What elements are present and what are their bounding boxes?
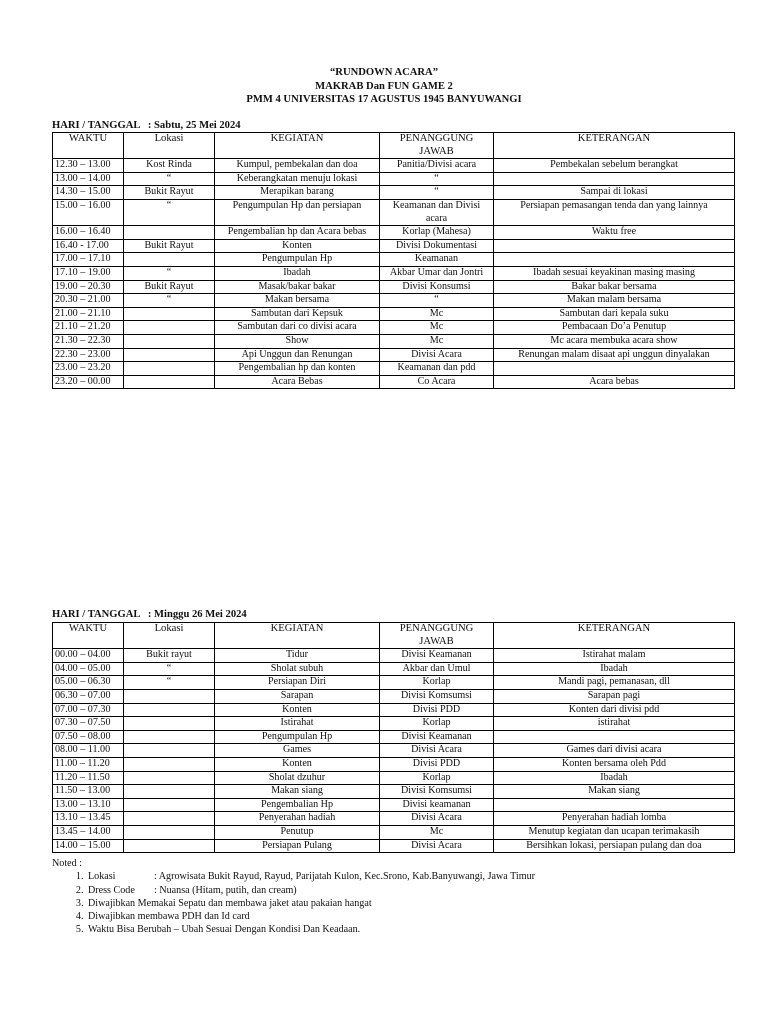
cell-waktu: 06.30 – 07.00	[53, 689, 124, 703]
cell-kegiatan: Konten	[215, 239, 380, 253]
table-row	[53, 186, 735, 200]
table-row	[53, 334, 735, 348]
table-row	[53, 798, 735, 812]
table-row	[53, 757, 735, 771]
cell-kegiatan: Pengumpulan Hp	[215, 730, 380, 744]
cell-keterangan: Mandi pagi, pemanasan, dll	[494, 676, 735, 690]
cell-penanggung-jawab: Divisi Konsumsi	[380, 280, 494, 294]
note-item	[86, 884, 752, 897]
notes-section	[52, 857, 752, 937]
cell-lokasi	[124, 730, 215, 744]
cell-waktu: 11.20 – 11.50	[53, 771, 124, 785]
cell-kegiatan: Pengumpulan Hp	[215, 253, 380, 267]
note-value: Waktu Bisa Berubah – Ubah Sesuai Dengan Kondisi Dan Keadaan.	[88, 924, 361, 936]
cell-keterangan: Bersihkan lokasi, persiapan pulang dan doa	[494, 839, 735, 853]
cell-penanggung-jawab: Keamanan	[380, 253, 494, 267]
cell-keterangan: Ibadah sesuai keyakinan masing masing	[494, 266, 735, 280]
cell-keterangan: Pembacaan Do’a Penutup	[494, 321, 735, 335]
cell-penanggung-jawab: Divisi Keamanan	[380, 730, 494, 744]
cell-keterangan: Sampai di lokasi	[494, 186, 735, 200]
cell-keterangan	[494, 798, 735, 812]
cell-waktu: 20.30 – 21.00	[53, 294, 124, 308]
cell-kegiatan: Pengembalian hp dan Acara bebas	[215, 226, 380, 240]
cell-lokasi	[124, 812, 215, 826]
col-header-waktu: WAKTU	[53, 133, 124, 159]
cell-keterangan: Makan siang	[494, 785, 735, 799]
cell-penanggung-jawab: Panitia/Divisi acara	[380, 159, 494, 173]
note-value: Diwajibkan Memakai Sepatu dan membawa jaket atau pakaian hangat	[88, 897, 372, 909]
cell-waktu: 17.10 – 19.00	[53, 266, 124, 280]
cell-kegiatan: Games	[215, 744, 380, 758]
day1-rows	[53, 159, 735, 389]
cell-lokasi: Bukit Rayut	[124, 239, 215, 253]
table-row	[53, 226, 735, 240]
cell-kegiatan: Ibadah	[215, 266, 380, 280]
cell-waktu: 14.30 – 15.00	[53, 186, 124, 200]
table-row	[53, 689, 735, 703]
cell-lokasi: “	[124, 294, 215, 308]
cell-lokasi	[124, 226, 215, 240]
cell-lokasi	[124, 307, 215, 321]
note-item	[86, 923, 752, 936]
table-row	[53, 266, 735, 280]
day2-label: HARI / TANGGAL : Minggu 26 Mei 2024	[52, 609, 247, 620]
cell-keterangan: Waktu free	[494, 226, 735, 240]
cell-lokasi	[124, 771, 215, 785]
note-value: : Agrowisata Bukit Rayud, Rayud, Parijatah Kulon, Kec.Srono, Kab.Banyuwangi, Jawa Timur	[154, 871, 535, 883]
cell-penanggung-jawab: Divisi Acara	[380, 348, 494, 362]
cell-penanggung-jawab: “	[380, 172, 494, 186]
cell-lokasi	[124, 703, 215, 717]
table-row	[53, 172, 735, 186]
cell-keterangan: Renungan malam disaat api unggun dinyalakan	[494, 348, 735, 362]
col-header-lokasi: Lokasi	[124, 133, 215, 159]
cell-kegiatan: Masak/bakar bakar	[215, 280, 380, 294]
col-header-kegiatan: KEGIATAN	[215, 133, 380, 159]
cell-lokasi: “	[124, 676, 215, 690]
cell-waktu: 11.00 – 11.20	[53, 757, 124, 771]
cell-keterangan: istirahat	[494, 717, 735, 731]
cell-kegiatan: Kumpul, pembekalan dan doa	[215, 159, 380, 173]
cell-kegiatan: Makan siang	[215, 785, 380, 799]
cell-keterangan: Makan malam bersama	[494, 294, 735, 308]
cell-waktu: 22.30 – 23.00	[53, 348, 124, 362]
table-row	[53, 362, 735, 376]
table-row	[53, 253, 735, 267]
cell-lokasi: “	[124, 662, 215, 676]
table-row	[53, 375, 735, 389]
table-row	[53, 280, 735, 294]
doc-organization: PMM 4 UNIVERSITAS 17 AGUSTUS 1945 BANYUWANGI	[246, 94, 522, 105]
cell-penanggung-jawab: Korlap	[380, 771, 494, 785]
day1-schedule-table	[52, 132, 735, 389]
cell-penanggung-jawab: “	[380, 186, 494, 200]
cell-penanggung-jawab: Divisi Komsumsi	[380, 689, 494, 703]
cell-waktu: 00.00 – 04.00	[53, 649, 124, 663]
cell-kegiatan: Penyerahan hadiah	[215, 812, 380, 826]
cell-lokasi	[124, 825, 215, 839]
cell-waktu: 16.40 - 17.00	[53, 239, 124, 253]
cell-penanggung-jawab: Mc	[380, 321, 494, 335]
cell-penanggung-jawab: Divisi PDD	[380, 703, 494, 717]
table-row	[53, 348, 735, 362]
table-header-row	[53, 623, 735, 649]
cell-kegiatan: Keberangkatan menuju lokasi	[215, 172, 380, 186]
cell-kegiatan: Makan bersama	[215, 294, 380, 308]
col-header-lokasi: Lokasi	[124, 623, 215, 649]
cell-lokasi	[124, 744, 215, 758]
cell-penanggung-jawab: Divisi Keamanan	[380, 649, 494, 663]
cell-lokasi: “	[124, 266, 215, 280]
doc-title: “RUNDOWN ACARA”	[330, 67, 438, 78]
table-row	[53, 812, 735, 826]
cell-keterangan: Sarapan pagi	[494, 689, 735, 703]
table-row	[53, 825, 735, 839]
cell-keterangan: Istirahat malam	[494, 649, 735, 663]
cell-waktu: 15.00 – 16.00	[53, 199, 124, 225]
table-row	[53, 771, 735, 785]
cell-lokasi: Bukit Rayut	[124, 280, 215, 294]
cell-penanggung-jawab: Keamanan dan Divisi acara	[380, 199, 494, 225]
cell-keterangan: Bakar bakar bersama	[494, 280, 735, 294]
cell-waktu: 08.00 – 11.00	[53, 744, 124, 758]
cell-kegiatan: Tidur	[215, 649, 380, 663]
cell-kegiatan: Api Unggun dan Renungan	[215, 348, 380, 362]
cell-penanggung-jawab: Akbar dan Umul	[380, 662, 494, 676]
cell-penanggung-jawab: Keamanan dan pdd	[380, 362, 494, 376]
cell-lokasi	[124, 717, 215, 731]
col-header-penanggung-jawab: PENANGGUNG JAWAB	[380, 623, 494, 649]
cell-kegiatan: Pengembalian hp dan konten	[215, 362, 380, 376]
col-header-penanggung-jawab: PENANGGUNG JAWAB	[380, 133, 494, 159]
doc-subtitle: MAKRAB Dan FUN GAME 2	[315, 80, 453, 92]
cell-lokasi: Bukit rayut	[124, 649, 215, 663]
cell-kegiatan: Istirahat	[215, 717, 380, 731]
cell-waktu: 07.00 – 07.30	[53, 703, 124, 717]
cell-penanggung-jawab: Divisi Komsumsi	[380, 785, 494, 799]
col-header-kegiatan: KEGIATAN	[215, 623, 380, 649]
table-row	[53, 199, 735, 225]
cell-kegiatan: Sholat dzuhur	[215, 771, 380, 785]
cell-kegiatan: Sambutan dari Kepsuk	[215, 307, 380, 321]
cell-penanggung-jawab: Akbar Umar dan Jontri	[380, 266, 494, 280]
cell-penanggung-jawab: Divisi Acara	[380, 812, 494, 826]
cell-penanggung-jawab: Mc	[380, 825, 494, 839]
table-row	[53, 239, 735, 253]
cell-keterangan	[494, 362, 735, 376]
table-row	[53, 662, 735, 676]
notes-list	[52, 870, 752, 936]
cell-keterangan: Menutup kegiatan dan ucapan terimakasih	[494, 825, 735, 839]
cell-keterangan: Pembekalan sebelum berangkat	[494, 159, 735, 173]
cell-lokasi	[124, 839, 215, 853]
cell-waktu: 16.00 – 16.40	[53, 226, 124, 240]
table-row	[53, 321, 735, 335]
cell-lokasi	[124, 785, 215, 799]
cell-kegiatan: Sambutan dari co divisi acara	[215, 321, 380, 335]
col-header-waktu: WAKTU	[53, 623, 124, 649]
note-key: Lokasi	[88, 871, 116, 883]
cell-lokasi	[124, 757, 215, 771]
note-value: Diwajibkan membawa PDH dan Id card	[88, 911, 250, 923]
cell-keterangan: Mc acara membuka acara show	[494, 334, 735, 348]
table-row	[53, 785, 735, 799]
cell-waktu: 14.00 – 15.00	[53, 839, 124, 853]
table-row	[53, 717, 735, 731]
cell-waktu: 21.10 – 21.20	[53, 321, 124, 335]
cell-penanggung-jawab: Divisi Dokumentasi	[380, 239, 494, 253]
table-row	[53, 703, 735, 717]
cell-waktu: 07.30 – 07.50	[53, 717, 124, 731]
cell-kegiatan: Sholat subuh	[215, 662, 380, 676]
cell-kegiatan: Show	[215, 334, 380, 348]
cell-waktu: 05.00 – 06.30	[53, 676, 124, 690]
table-header-row	[53, 133, 735, 159]
cell-keterangan: Sambutan dari kepala suku	[494, 307, 735, 321]
cell-waktu: 21.00 – 21.10	[53, 307, 124, 321]
note-item	[86, 870, 752, 883]
day2-rows	[53, 649, 735, 853]
cell-penanggung-jawab: Divisi keamanan	[380, 798, 494, 812]
cell-penanggung-jawab: Divisi PDD	[380, 757, 494, 771]
col-header-keterangan: KETERANGAN	[494, 133, 735, 159]
cell-keterangan	[494, 172, 735, 186]
cell-kegiatan: Penutup	[215, 825, 380, 839]
cell-waktu: 12.30 – 13.00	[53, 159, 124, 173]
cell-keterangan	[494, 239, 735, 253]
cell-waktu: 13.10 – 13.45	[53, 812, 124, 826]
cell-lokasi	[124, 362, 215, 376]
col-header-keterangan: KETERANGAN	[494, 623, 735, 649]
cell-waktu: 13.45 – 14.00	[53, 825, 124, 839]
cell-keterangan	[494, 253, 735, 267]
cell-kegiatan: Pengumpulan Hp dan persiapan	[215, 199, 380, 225]
cell-lokasi	[124, 321, 215, 335]
cell-waktu: 17.00 – 17.10	[53, 253, 124, 267]
cell-penanggung-jawab: Korlap (Mahesa)	[380, 226, 494, 240]
cell-keterangan: Penyerahan hadiah lomba	[494, 812, 735, 826]
cell-penanggung-jawab: Divisi Acara	[380, 839, 494, 853]
cell-kegiatan: Persiapan Diri	[215, 676, 380, 690]
cell-lokasi	[124, 348, 215, 362]
cell-penanggung-jawab: Korlap	[380, 717, 494, 731]
cell-penanggung-jawab: Mc	[380, 334, 494, 348]
cell-lokasi	[124, 334, 215, 348]
title-block	[0, 66, 768, 107]
cell-waktu: 13.00 – 13.10	[53, 798, 124, 812]
cell-lokasi: Bukit Rayut	[124, 186, 215, 200]
cell-lokasi	[124, 375, 215, 389]
cell-keterangan: Games dari divisi acara	[494, 744, 735, 758]
cell-penanggung-jawab: Mc	[380, 307, 494, 321]
cell-kegiatan: Merapikan barang	[215, 186, 380, 200]
cell-keterangan: Persiapan pemasangan tenda dan yang lainnya	[494, 199, 735, 225]
cell-lokasi: “	[124, 199, 215, 225]
cell-lokasi	[124, 253, 215, 267]
cell-waktu: 13.00 – 14.00	[53, 172, 124, 186]
cell-keterangan: Acara bebas	[494, 375, 735, 389]
cell-kegiatan: Pengembalian Hp	[215, 798, 380, 812]
cell-kegiatan: Acara Bebas	[215, 375, 380, 389]
cell-waktu: 11.50 – 13.00	[53, 785, 124, 799]
cell-keterangan: Ibadah	[494, 771, 735, 785]
cell-keterangan: Konten dari divisi pdd	[494, 703, 735, 717]
cell-penanggung-jawab: Divisi Acara	[380, 744, 494, 758]
cell-penanggung-jawab: “	[380, 294, 494, 308]
cell-waktu: 23.20 – 00.00	[53, 375, 124, 389]
table-row	[53, 307, 735, 321]
table-row	[53, 839, 735, 853]
table-row	[53, 676, 735, 690]
cell-keterangan: Konten bersama oleh Pdd	[494, 757, 735, 771]
note-item	[86, 910, 752, 923]
cell-keterangan: Ibadah	[494, 662, 735, 676]
note-key: Dress Code	[88, 884, 135, 896]
day2-schedule-table	[52, 622, 735, 853]
cell-lokasi: Kost Rinda	[124, 159, 215, 173]
cell-kegiatan: Persiapan Pulang	[215, 839, 380, 853]
note-item	[86, 897, 752, 910]
table-row	[53, 159, 735, 173]
cell-keterangan	[494, 730, 735, 744]
cell-kegiatan: Sarapan	[215, 689, 380, 703]
table-row	[53, 649, 735, 663]
table-row	[53, 730, 735, 744]
cell-kegiatan: Konten	[215, 757, 380, 771]
notes-heading: Noted :	[52, 858, 82, 869]
cell-lokasi	[124, 798, 215, 812]
cell-waktu: 04.00 – 05.00	[53, 662, 124, 676]
cell-penanggung-jawab: Co Acara	[380, 375, 494, 389]
cell-kegiatan: Konten	[215, 703, 380, 717]
cell-lokasi: “	[124, 172, 215, 186]
table-row	[53, 294, 735, 308]
cell-waktu: 07.50 – 08.00	[53, 730, 124, 744]
table-row	[53, 744, 735, 758]
cell-penanggung-jawab: Korlap	[380, 676, 494, 690]
cell-waktu: 19.00 – 20.30	[53, 280, 124, 294]
day1-label: HARI / TANGGAL : Sabtu, 25 Mei 2024	[52, 120, 241, 131]
cell-waktu: 23.00 – 23.20	[53, 362, 124, 376]
note-value: : Nuansa (Hitam, putih, dan cream)	[154, 884, 297, 896]
cell-waktu: 21.30 – 22.30	[53, 334, 124, 348]
cell-lokasi	[124, 689, 215, 703]
